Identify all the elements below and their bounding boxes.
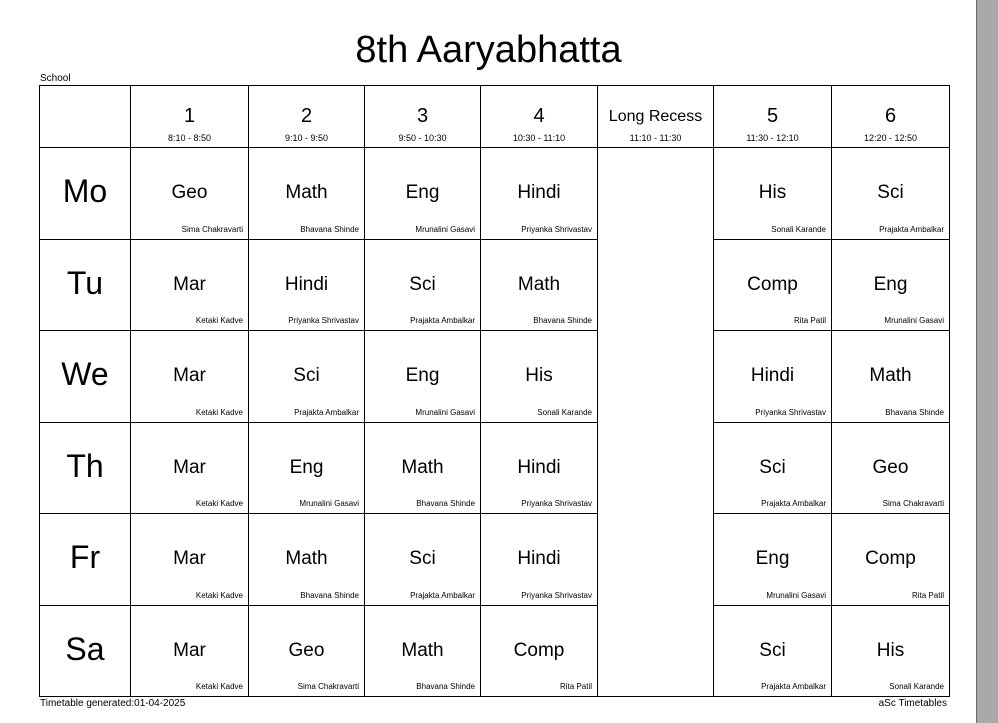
subject-label: Hindi <box>284 273 329 295</box>
day-cell <box>40 148 131 240</box>
period-header-row <box>40 86 950 148</box>
timetable-grid <box>39 85 950 697</box>
subject-label: Geo <box>171 182 208 203</box>
teacher-name: Mrunalini Gasavi <box>884 316 944 325</box>
subject-label: Hindi <box>517 182 561 203</box>
teacher-name: Prajakta Ambalkar <box>410 590 475 600</box>
subject-label: Math <box>869 365 912 386</box>
teacher-name: Mrunalini Gasavi <box>415 407 475 417</box>
generated-date: Timetable generated:01-04-2025 <box>40 698 186 709</box>
lesson-cell <box>481 605 598 697</box>
lesson-cell <box>249 422 365 514</box>
day-row-mo <box>40 148 950 240</box>
teacher-name: Bhavana Shinde <box>300 224 359 234</box>
teacher-name: Prajakta Ambalkar <box>294 407 359 417</box>
period-header <box>131 86 249 148</box>
subject-label: Math <box>401 639 444 661</box>
lesson-cell <box>365 331 481 423</box>
lesson-cell <box>131 422 249 514</box>
subject-label: Sci <box>877 182 904 203</box>
lesson-cell <box>249 148 365 240</box>
subject-label: Math <box>517 273 561 295</box>
subject-label: Math <box>285 182 328 203</box>
subject-label: His <box>876 639 905 661</box>
lesson-cell <box>365 514 481 606</box>
day-row-tu <box>40 239 950 331</box>
day-cell <box>40 605 131 697</box>
teacher-name: Bhavana Shinde <box>416 499 475 508</box>
teacher-name: Priyanka Shrivastav <box>755 407 826 417</box>
lesson-cell <box>481 514 598 606</box>
subject-label: Eng <box>873 273 908 295</box>
period-number: 5 <box>766 105 779 127</box>
day-name: Th <box>66 447 104 484</box>
lesson-cell <box>481 331 598 423</box>
day-cell <box>40 239 131 331</box>
day-row-th <box>40 422 950 514</box>
period-header <box>365 86 481 148</box>
teacher-name: Ketaki Kadve <box>195 316 243 325</box>
period-time: 9:10 - 9:50 <box>284 133 329 143</box>
subject-label: Sci <box>409 548 436 569</box>
subject-label: Mar <box>173 273 206 295</box>
lesson-cell <box>714 331 832 423</box>
subject-label: Sci <box>293 365 320 386</box>
lesson-cell <box>832 331 950 423</box>
subject-label: Comp <box>865 548 916 569</box>
lesson-cell <box>131 605 249 697</box>
period-time: 8:10 - 8:50 <box>167 133 212 143</box>
lesson-cell <box>714 605 832 697</box>
day-name: Sa <box>65 630 105 667</box>
lesson-cell <box>832 148 950 240</box>
lesson-cell <box>832 514 950 606</box>
lesson-cell <box>249 239 365 331</box>
subject-label: Eng <box>405 365 440 386</box>
lesson-cell <box>249 514 365 606</box>
subject-label: Geo <box>872 456 909 478</box>
teacher-name: Priyanka Shrivastav <box>288 316 359 325</box>
day-row-fr <box>40 514 950 606</box>
lesson-cell <box>131 148 249 240</box>
subject-label: His <box>525 365 553 386</box>
day-row-sa <box>40 605 950 697</box>
subject-label: Eng <box>289 456 324 478</box>
lesson-cell <box>131 239 249 331</box>
recess-column <box>598 148 714 697</box>
subject-label: Hindi <box>517 548 561 569</box>
lesson-cell <box>832 239 950 331</box>
teacher-name: Ketaki Kadve <box>195 590 243 600</box>
lesson-cell <box>832 422 950 514</box>
subject-label: Comp <box>513 639 565 661</box>
day-name: Tu <box>66 264 104 301</box>
period-header <box>714 86 832 148</box>
day-cell <box>40 514 131 606</box>
teacher-name: Bhavana Shinde <box>885 407 944 417</box>
teacher-name: Ketaki Kadve <box>195 499 243 508</box>
subject-label: Mar <box>173 639 206 661</box>
period-time: 11:30 - 12:10 <box>746 133 799 143</box>
lesson-cell <box>832 605 950 697</box>
teacher-name: Mrunalini Gasavi <box>415 224 475 234</box>
subject-label: Eng <box>755 548 790 569</box>
subject-label: Mar <box>173 548 206 569</box>
teacher-name: Prajakta Ambalkar <box>761 682 826 691</box>
subject-label: Comp <box>747 273 798 295</box>
subject-label: Math <box>401 456 444 478</box>
subject-label: Geo <box>288 639 325 661</box>
teacher-name: Mrunalini Gasavi <box>766 590 826 600</box>
lesson-cell <box>249 331 365 423</box>
page-title: 8th Aaryabhatta <box>355 29 622 71</box>
lesson-cell <box>365 422 481 514</box>
period-time: 10:30 - 11:10 <box>512 133 566 143</box>
period-number: 6 <box>884 105 897 127</box>
teacher-name: Prajakta Ambalkar <box>879 224 944 234</box>
corner-cell <box>40 86 131 148</box>
subject-label: Mar <box>173 456 206 478</box>
lesson-cell <box>365 605 481 697</box>
recess-header <box>598 86 714 148</box>
subject-label: Mar <box>173 365 206 386</box>
subject-label: Hindi <box>517 456 561 478</box>
teacher-name: Bhavana Shinde <box>416 682 475 691</box>
teacher-name: Bhavana Shinde <box>300 590 359 600</box>
day-name: Mo <box>62 173 108 209</box>
period-number: 4 <box>533 105 545 127</box>
lesson-cell <box>714 239 832 331</box>
lesson-cell <box>481 148 598 240</box>
lesson-cell <box>714 514 832 606</box>
lesson-cell <box>131 514 249 606</box>
teacher-name: Rita Patil <box>793 316 826 325</box>
teacher-name: Ketaki Kadve <box>195 682 243 691</box>
teacher-name: Priyanka Shrivastav <box>521 590 592 600</box>
day-name: We <box>61 356 109 392</box>
teacher-name: Prajakta Ambalkar <box>761 499 826 508</box>
teacher-name: Sonali Karande <box>537 407 592 417</box>
day-name: Fr <box>69 539 101 575</box>
period-header <box>249 86 365 148</box>
teacher-name: Sima Chakravarti <box>181 224 243 234</box>
recess-label: Long Recess <box>608 108 703 125</box>
subject-label: Eng <box>405 182 440 203</box>
lesson-cell <box>714 148 832 240</box>
subject-label: His <box>758 182 787 203</box>
teacher-name: Sonali Karande <box>889 682 944 691</box>
day-cell <box>40 331 131 423</box>
teacher-name: Rita Patil <box>911 590 944 600</box>
period-header <box>481 86 598 148</box>
teacher-name: Sima Chakravarti <box>882 499 944 508</box>
teacher-name: Sonali Karande <box>771 224 826 234</box>
teacher-name: Rita Patil <box>559 682 592 691</box>
period-number: 2 <box>300 105 313 127</box>
lesson-cell <box>249 605 365 697</box>
teacher-name: Sima Chakravarti <box>297 682 359 691</box>
lesson-cell <box>365 239 481 331</box>
subject-label: Sci <box>759 456 786 478</box>
subject-label: Math <box>285 548 328 569</box>
lesson-cell <box>714 422 832 514</box>
teacher-name: Priyanka Shrivastav <box>521 499 592 508</box>
lesson-cell <box>481 422 598 514</box>
period-time: 9:50 - 10:30 <box>398 133 447 143</box>
subject-label: Hindi <box>750 365 795 386</box>
lesson-cell <box>481 239 598 331</box>
teacher-name: Priyanka Shrivastav <box>521 224 592 234</box>
teacher-name: Prajakta Ambalkar <box>410 316 475 325</box>
day-cell <box>40 422 131 514</box>
period-header <box>832 86 950 148</box>
lesson-cell <box>131 331 249 423</box>
teacher-name: Bhavana Shinde <box>533 316 592 325</box>
period-time: 12:20 - 12:50 <box>863 133 918 143</box>
lesson-cell <box>365 148 481 240</box>
period-number: 1 <box>183 105 196 127</box>
subject-label: Sci <box>409 273 436 295</box>
period-time: 11:10 - 11:30 <box>629 133 682 143</box>
period-number: 3 <box>416 105 429 127</box>
teacher-name: Ketaki Kadve <box>195 407 243 417</box>
teacher-name: Mrunalini Gasavi <box>299 499 359 508</box>
school-label: School <box>40 73 71 84</box>
brand-label: aSc Timetables <box>878 698 947 709</box>
day-row-we <box>40 331 950 423</box>
subject-label: Sci <box>759 639 786 661</box>
